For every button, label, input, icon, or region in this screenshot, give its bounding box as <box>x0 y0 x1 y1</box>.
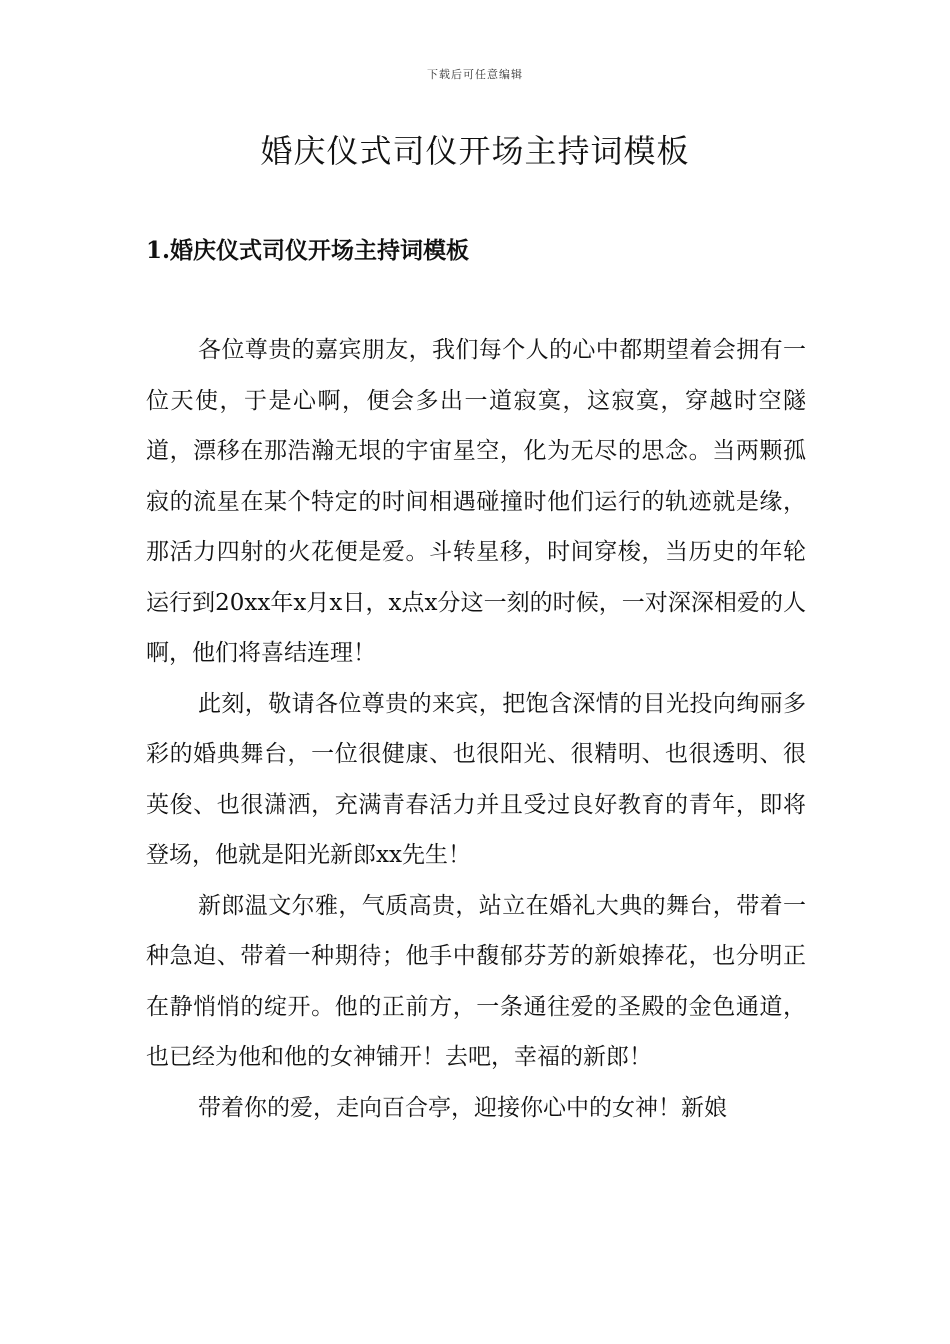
paragraph-groom-stage: 新郎温文尔雅，气质高贵，站立在婚礼大典的舞台，带着一种急迫、带着一种期待；他手中馥郁芬芳的新娘捧花，也分明正在静悄悄的绽开。他的正前方，一条通往爱的圣殿的金色通道，也已经为他和他的女神铺开！去吧，幸福的新郎！ <box>146 892 806 1070</box>
paragraph-opening: 各位尊贵的嘉宾朋友，我们每个人的心中都期望着会拥有一位天使，于是心啊，便会多出一道寂寞，这寂寞，穿越时空隧道，漂移在那浩瀚无垠的宇宙星空，化为无尽的思念。当两颗孤寂的流星在某个特定的时间相遇碰撞时他们运行的轨迹就是缘，那活力四射的火花便是爱。斗转星移，时间穿梭，当历史的年轮运行到20xx年x月x日，x点x分这一刻的时候，一对深深相爱的人啊，他们将喜结连理！ <box>146 337 806 666</box>
paragraph-bride-intro: 带着你的爱，走向百合亭，迎接你心中的女神！新娘 <box>198 1094 727 1121</box>
paragraph-groom-intro: 此刻，敬请各位尊贵的来宾，把饱含深情的目光投向绚丽多彩的婚典舞台，一位很健康、也很阳光、很精明、也很透明、很英俊、也很潇洒，充满青春活力并且受过良好教育的青年，即将登场，他就是阳光新郎xx先生！ <box>146 690 806 868</box>
document-body <box>146 325 806 1133</box>
section-heading: 1.婚庆仪式司仪开场主持词模板 <box>146 237 470 264</box>
document-title: 婚庆仪式司仪开场主持词模板 <box>260 132 690 170</box>
header-note: 下载后可任意编辑 <box>427 68 523 81</box>
